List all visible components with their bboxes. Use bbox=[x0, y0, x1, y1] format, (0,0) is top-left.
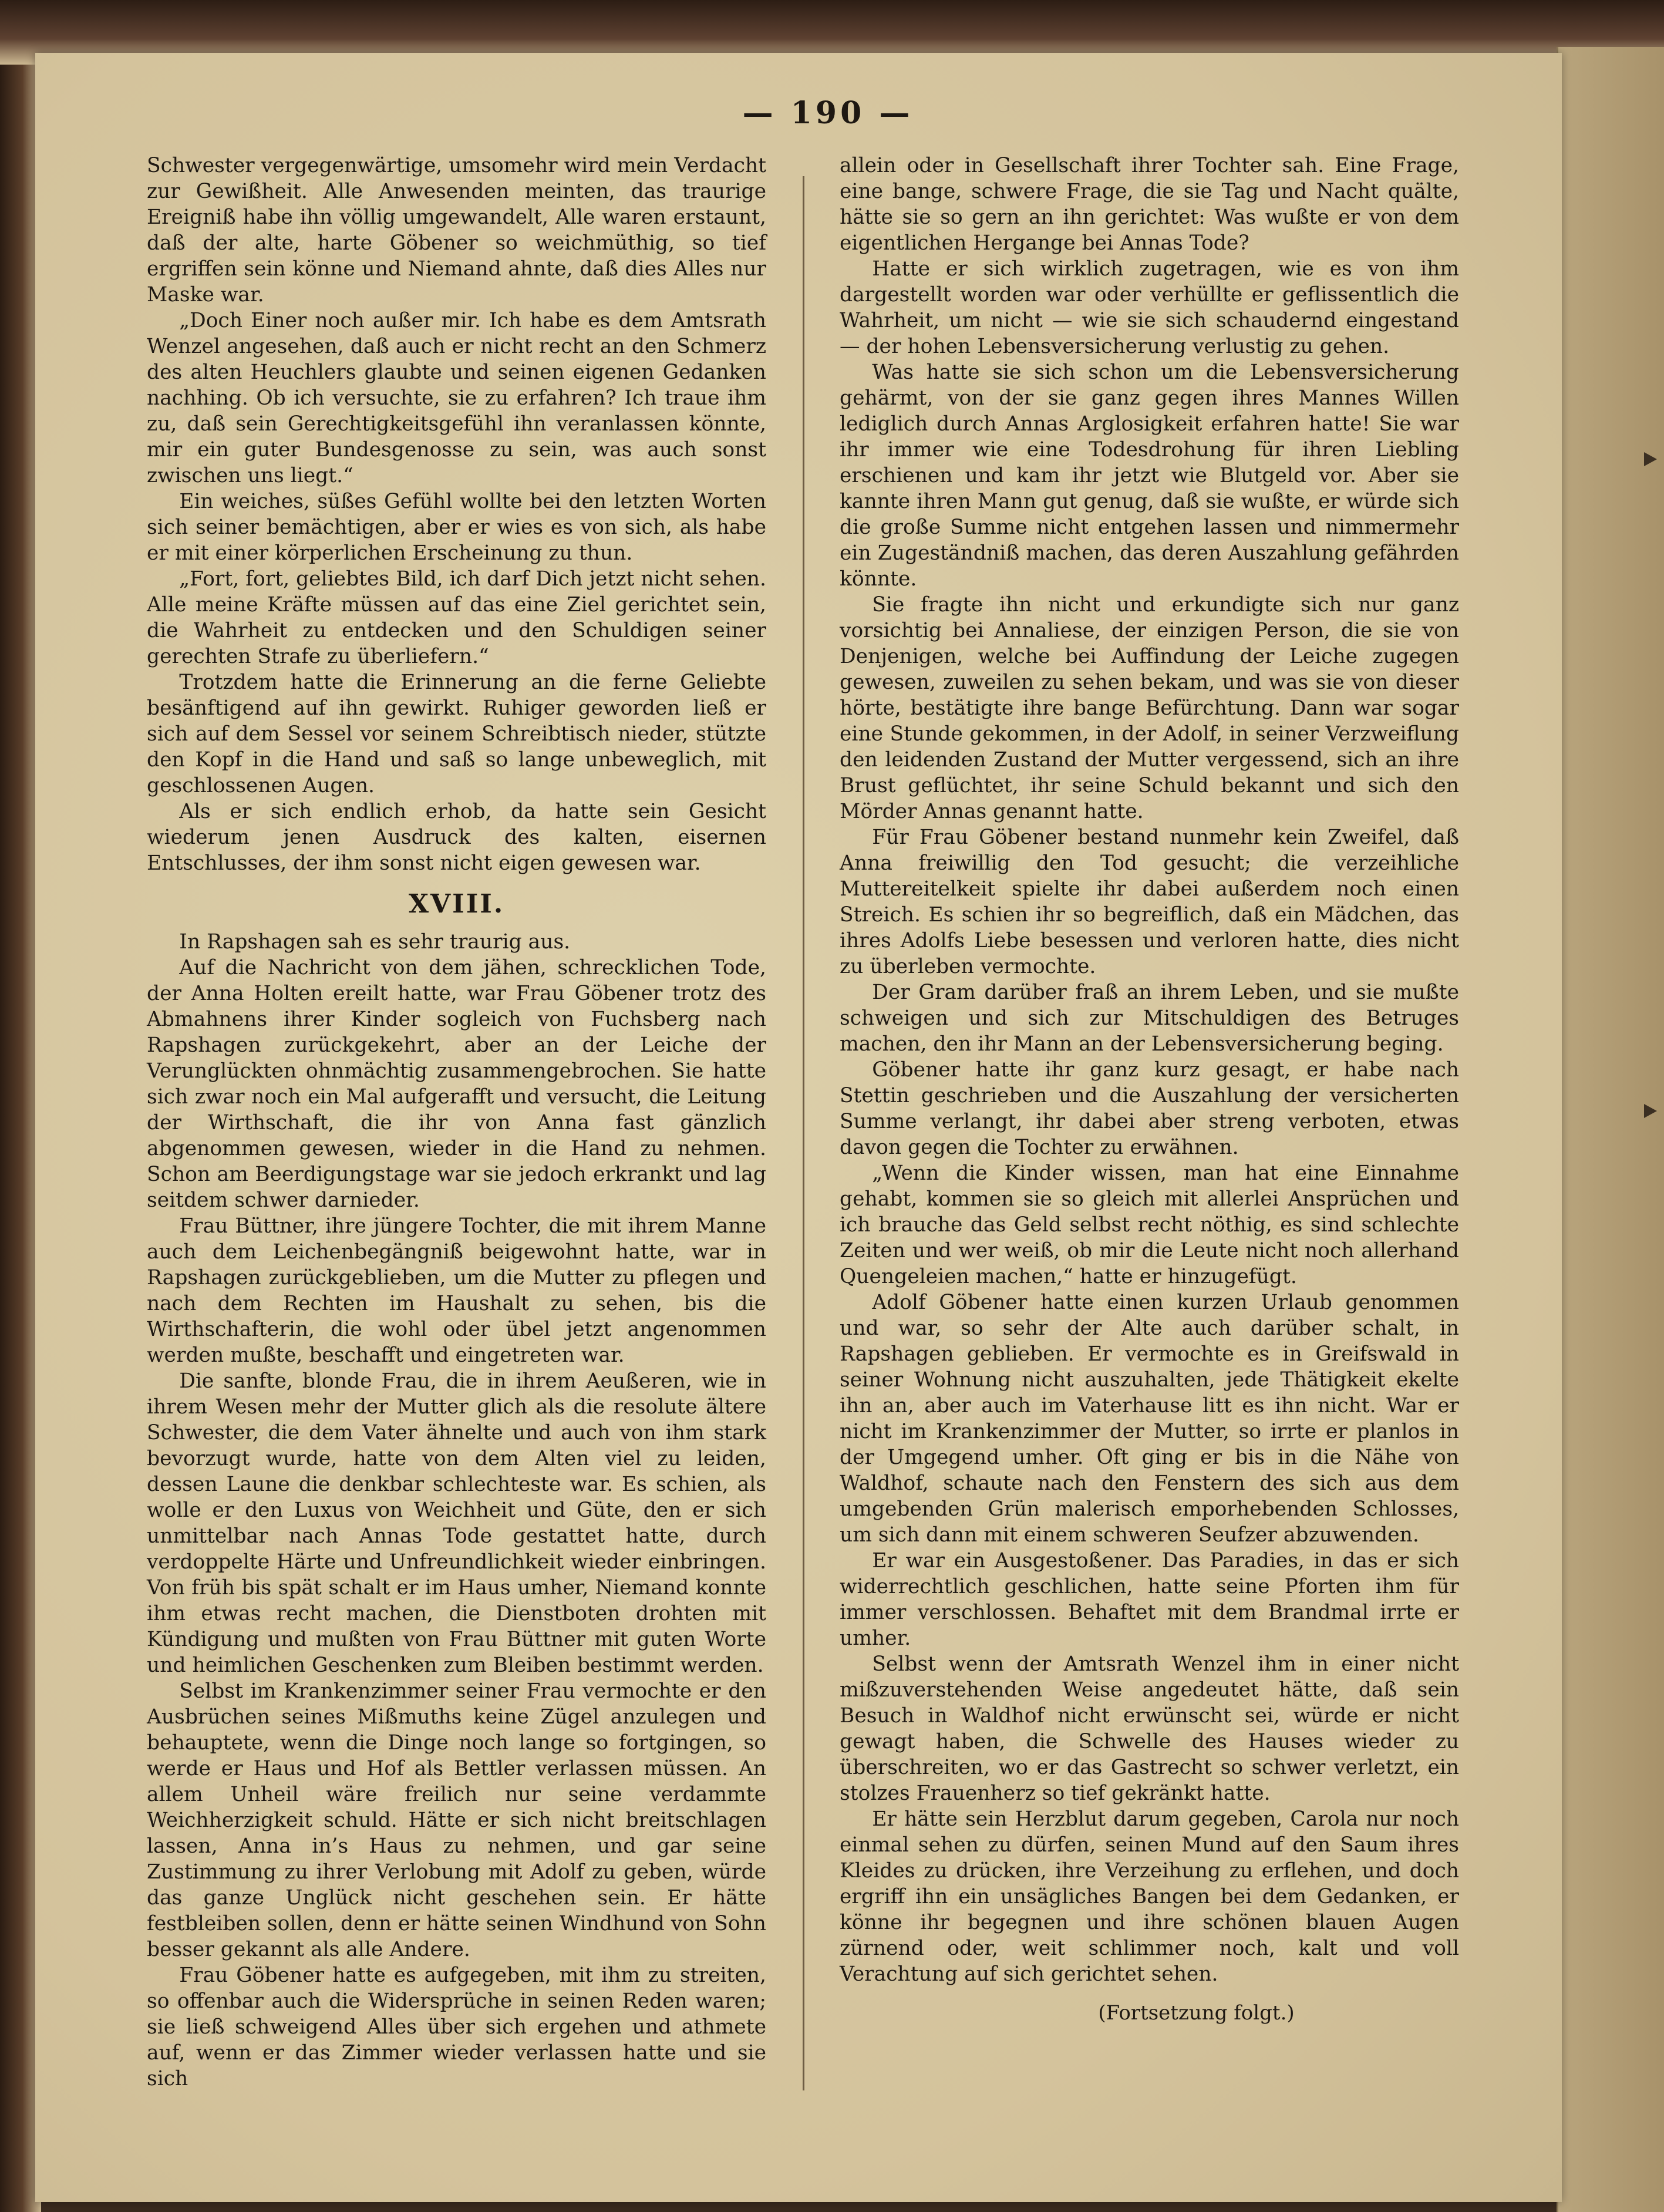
paragraph: „Doch Einer noch außer mir. Ich habe es dem Amtsrath Wenzel angesehen, daß auch er nicht recht an den Schmerz des alten Heuchlers glaubte und seinen eigenen Gedanken nachhing. Ob ich versuchte, sie zu erfahren? Ich traue ihm zu, daß sein Gerechtigkeitsgefühl ihn veranlassen könnte, mir ein guter Bundesgenosse zu sein, was auch sonst zwischen uns liegt.“ bbox=[147, 309, 766, 487]
paragraph: Der Gram darüber fraß an ihrem Leben, und sie mußte schweigen und sich zur Mitschuldigen des Betruges machen, den ihr Mann an der Lebensversicherung beging. bbox=[840, 981, 1459, 1056]
paragraph: allein oder in Gesellschaft ihrer Tochter sah. Eine Frage, eine bange, schwere Frage, die sie Tag und Nacht quälte, hätte sie so gern an ihn gerichtet: Was wußte er von dem eigentlichen Hergange bei Annas Tode? bbox=[840, 154, 1459, 255]
paragraph: Hatte er sich wirklich zugetragen, wie es von ihm dargestellt worden war oder verhüllte er geflissentlich die Wahrheit, um nicht — wie sie sich schaudernd eingestand — der hohen Lebensversicherung verlustig zu gehen. bbox=[840, 257, 1459, 358]
paragraph: Was hatte sie sich schon um die Lebensversicherung gehärmt, von der sie ganz gegen ihres Mannes Willen lediglich durch Annas Arglosigkeit erfahren hatte! Sie war ihr immer wie eine Todesdrohung für ihren Liebling erschienen und kam ihr jetzt wie Blutgeld vor. Aber sie kannte ihren Mann gut genug, daß sie wußte, er würde sich die große Summe nicht entgehen lassen und nimmermehr ein Zugeständniß machen, das deren Auszahlung gefährden könnte. bbox=[840, 361, 1459, 591]
paragraph: Als er sich endlich erhob, da hatte sein Gesicht wiederum jenen Ausdruck des kalten, eisernen Entschlusses, der ihm sonst nicht eigen gewesen war. bbox=[147, 800, 766, 875]
paragraph: Selbst wenn der Amtsrath Wenzel ihm in einer nicht mißzuverstehenden Weise angedeutet hätte, daß sein Besuch in Waldhof nicht erwünscht sei, würde er nicht gewagt haben, die Schwelle des Hauses wieder zu überschreiten, wo er das Gastrecht so schwer verletzt, ein stolzes Frauenherz so tief gekränkt hatte. bbox=[840, 1652, 1459, 1805]
paragraph: Die sanfte, blonde Frau, die in ihrem Aeußeren, wie in ihrem Wesen mehr der Mutter glich als die resolute ältere Schwester, die dem Vater ähnelte und auch von ihm stark bevorzugt wurde, hatte von dem Alten viel zu leiden, dessen Laune die denkbar schlechteste war. Es schien, als wolle er den Luxus von Weichheit und Güte, den er sich unmittelbar nach Annas Tode gestattet hatte, durch verdoppelte Härte und Unfreundlichkeit wieder einbringen. Von früh bis spät schalt er im Haus umher, Niemand konnte ihm etwas recht machen, die Dienstboten drohten mit Kündigung und mußten von Frau Büttner mit guten Worte und heimlichen Geschenken zum Bleiben bestimmt werden. bbox=[147, 1369, 766, 1677]
paragraph: In Rapshagen sah es sehr traurig aus. bbox=[179, 930, 571, 954]
continuation-note: (Fortsetzung folgt.) bbox=[1098, 2001, 1295, 2025]
facing-page-edge bbox=[1557, 47, 1664, 2212]
paragraph: Frau Göbener hatte es aufgegeben, mit ihm zu streiten, so offenbar auch die Widersprüche in seinen Reden waren; sie ließ schweigend Alles über sich ergehen und athmete auf, wenn er das Zimmer wieder verlassen hatte und sie sich bbox=[147, 1964, 766, 2090]
scanned-page bbox=[35, 53, 1562, 2202]
paragraph: Auf die Nachricht von dem jähen, schrecklichen Tode, der Anna Holten ereilt hatte, war Frau Göbener trotz des Abmahnens ihrer Kinder sogleich von Fuchsberg nach Rapshagen zurückgekehrt, aber an der Leiche der Verunglückten ohnmächtig zusammengebrochen. Sie hatte sich zwar noch ein Mal aufgerafft und versucht, die Leitung der Wirthschaft, die ihr von Anna fast gänzlich abgenommen gewesen, wieder in die Hand zu nehmen. Schon am Beerdigungstage war sie jedoch erkrankt und lag seitdem schwer darnieder. bbox=[147, 956, 766, 1212]
paragraph: Er hätte sein Herzblut darum gegeben, Carola nur noch einmal sehen zu dürfen, seinen Mund auf den Saum ihres Kleides zu drücken, ihre Verzeihung zu erflehen, und doch ergriff ihn ein unsägliches Bangen bei dem Gedanken, er könne ihr begegnen und ihre schönen blauen Augen zürnend oder, weit schlimmer noch, kalt und voll Verachtung auf sich gerichtet sehen. bbox=[840, 1807, 1459, 1986]
paragraph: „Wenn die Kinder wissen, man hat eine Einnahme gehabt, kommen sie so gleich mit allerlei Ansprüchen und ich brauche das Geld selbst recht nöthig, es sind schlechte Zeiten und wer weiß, ob mir die Leute nicht noch allerhand Quengeleien machen,“ hatte er hinzugefügt. bbox=[840, 1161, 1459, 1288]
paragraph: Ein weiches, süßes Gefühl wollte bei den letzten Worten sich seiner bemächtigen, aber er wies es von sich, als habe er mit einer körperlichen Erscheinung zu thun. bbox=[147, 490, 766, 565]
paragraph: Göbener hatte ihr ganz kurz gesagt, er habe nach Stettin geschrieben und die Auszahlung der versicherten Summe verlangt, ihr dabei aber streng verboten, etwas davon gegen die Tochter zu erwähnen. bbox=[840, 1058, 1459, 1159]
margin-arrow-mark bbox=[1644, 452, 1657, 466]
paragraph: Sie fragte ihn nicht und erkundigte sich nur ganz vorsichtig bei Annaliese, der einzigen Person, die sie von Denjenigen, welche bei Auffindung der Leiche zugegen gewesen, zuweilen zu sehen bekam, und was sie von dieser hörte, bestätigte ihre bange Befürchtung. Dann war sogar eine Stunde gekommen, in der Adolf, in seiner Verzweiflung den leidenden Zustand der Mutter vergessend, sich an ihre Brust geflüchtet, ihr seine Schuld bekannt und sich den Mörder Annas genannt hatte. bbox=[840, 593, 1459, 823]
paragraph: Er war ein Ausgestoßener. Das Paradies, in das er sich widerrechtlich geschlichen, hatte seine Pforten ihm für immer verschlossen. Behaftet mit dem Brandmal irrte er umher. bbox=[840, 1549, 1459, 1650]
left-column bbox=[147, 153, 766, 2161]
paragraph: Adolf Göbener hatte einen kurzen Urlaub genommen und war, so sehr der Alte auch darüber schalt, in Rapshagen geblieben. Er vermochte es in Greifswald in seiner Wohnung nicht auszuhalten, jede Thätigkeit ekelte ihn an, aber auch im Vaterhause litt es ihn nicht. War er nicht im Krankenzimmer der Mutter, so irrte er planlos in der Umgegend umher. Oft ging er bis in die Nähe von Waldhof, schaute nach den Fenstern des sich aus dem umgebenden Grün malerisch emporhebenden Schlosses, um sich dann mit einem schweren Seufzer abzuwenden. bbox=[840, 1291, 1459, 1547]
paragraph: „Fort, fort, geliebtes Bild, ich darf Dich jetzt nicht sehen. Alle meine Kräfte müssen auf das eine Ziel gerichtet sein, die Wahrheit zu entdecken und den Schuldigen seiner gerechten Strafe zu überliefern.“ bbox=[147, 567, 766, 668]
margin-arrow-mark bbox=[1644, 1104, 1657, 1118]
paragraph: Trotzdem hatte die Erinnerung an die ferne Geliebte besänftigend auf ihn gewirkt. Ruhiger geworden ließ er sich auf dem Sessel vor seinem Schreibtisch nieder, stützte den Kopf in die Hand und saß so lange unbeweglich, mit geschlossenen Augen. bbox=[147, 671, 766, 797]
right-column bbox=[840, 153, 1459, 2161]
paragraph: Frau Büttner, ihre jüngere Tochter, die mit ihrem Manne auch dem Leichenbegängniß beigewohnt hatte, war in Rapshagen zurückgeblieben, um die Mutter zu pflegen und nach dem Rechten im Haushalt zu sehen, bis die Wirthschafterin, die wohl oder übel jetzt angenommen werden mußte, beschafft und eingetreten war. bbox=[147, 1214, 766, 1367]
paragraph: Schwester vergegenwärtige, umsomehr wird mein Verdacht zur Gewißheit. Alle Anwesenden meinten, das traurige Ereigniß habe ihn völlig umgewandelt, Alle waren erstaunt, daß der alte, harte Göbener so weichmüthig, so tief ergriffen sein könne und Niemand ahnte, daß dies Alles nur Maske war. bbox=[147, 154, 766, 307]
paragraph: Selbst im Krankenzimmer seiner Frau vermochte er den Ausbrüchen seines Mißmuths keine Zügel anzulegen und behauptete, wenn die Dinge noch lange so fortgingen, so werde er Haus und Hof als Bettler verlassen müssen. An allem Unheil wäre freilich nur seine verdammte Weichherzigkeit schuld. Hätte er sich nicht breitschlagen lassen, Anna in’s Haus zu nehmen, und gar seine Zustimmung zu ihrer Verlobung mit Adolf zu geben, würde das ganze Unglück nicht geschehen sein. Er hätte festbleiben sollen, denn er hätte seinen Windhund von Sohn besser gekannt als alle Andere. bbox=[147, 1679, 766, 1961]
chapter-heading: XVIII. bbox=[408, 889, 505, 919]
page-number: — 190 — bbox=[742, 95, 914, 131]
paragraph: Für Frau Göbener bestand nunmehr kein Zweifel, daß Anna freiwillig den Tod gesucht; die verzeihliche Muttereitelkeit spielte ihr dabei außerdem noch einen Streich. Es schien ihr so begreiflich, daß ein Mädchen, das ihres Adolfs Liebe besessen und verloren hatte, dies nicht zu überleben vermochte. bbox=[840, 826, 1459, 978]
column-divider bbox=[803, 176, 804, 2090]
